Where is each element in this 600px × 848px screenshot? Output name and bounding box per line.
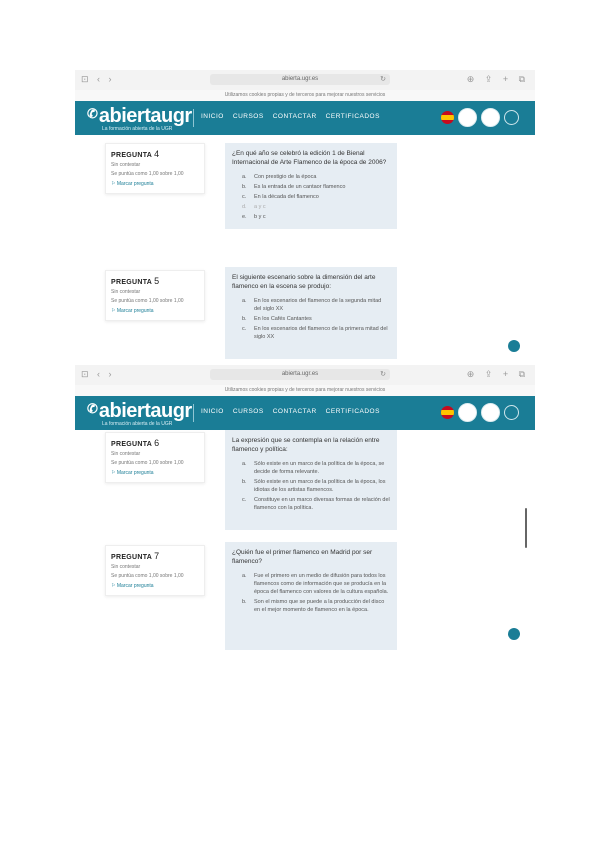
answer-options bbox=[232, 173, 390, 221]
question-points: Se puntúa como 1,00 sobre 1,00 bbox=[111, 171, 184, 177]
address-bar[interactable] bbox=[210, 369, 390, 380]
answer-option[interactable]: b. Es la entrada de un cantaor flamenco bbox=[242, 184, 346, 190]
screenshot-top bbox=[75, 70, 535, 360]
nav-item-inicio[interactable]: INICIO bbox=[201, 113, 224, 120]
nav-item-cursos[interactable]: CURSOS bbox=[232, 408, 264, 415]
header-actions bbox=[441, 108, 519, 127]
chat-fab-icon[interactable] bbox=[508, 628, 520, 640]
answer-option[interactable]: c. Constituye en un marco diversas formas de relación del flamenco con la política. bbox=[242, 497, 390, 511]
question-info-4 bbox=[105, 143, 205, 194]
nav-item-cursos[interactable]: CURSOS bbox=[232, 113, 264, 120]
logo-text: abiertaugr bbox=[98, 400, 192, 422]
question-points: Se puntúa como 1,00 sobre 1,00 bbox=[111, 573, 184, 579]
header-divider bbox=[193, 404, 194, 422]
flag-question-link[interactable]: ⚐ Marcar pregunta bbox=[111, 308, 154, 314]
site-header bbox=[75, 396, 535, 430]
logo-tagline: La formación abierta de la UGR bbox=[102, 126, 173, 132]
answer-options bbox=[232, 297, 390, 341]
question-body-6 bbox=[225, 430, 397, 530]
address-bar-url: abierta.ugr.es bbox=[281, 76, 319, 82]
question-status: Sin contestar bbox=[111, 162, 141, 168]
flag-question-link[interactable]: ⚐ Marcar pregunta bbox=[111, 181, 154, 187]
question-text: El siguiente escenario sobre la dimensión del arte flamenco en la escena se produjo: bbox=[232, 274, 376, 290]
nav-item-certificados[interactable]: CERTIFICADOS bbox=[325, 408, 380, 415]
question-status: Sin contestar bbox=[111, 451, 141, 457]
answer-option[interactable]: b. Sólo existe en un marco de la política de la época, los idiotas de los artistas flamencos. bbox=[242, 479, 386, 493]
browser-toolbar bbox=[75, 365, 535, 385]
cookie-notice: Utilizamos cookies propias y de terceros para mejorar nuestros servicios bbox=[75, 90, 535, 101]
reload-icon[interactable]: ↻ bbox=[380, 371, 386, 378]
question-label: PREGUNTA 6 bbox=[111, 438, 160, 448]
answer-option[interactable]: c. En los escenarios del flamenco de la primera mitad del siglo XX bbox=[242, 326, 388, 340]
browser-right-buttons[interactable]: ⊕ ⇪ + ⧉ bbox=[466, 74, 529, 84]
site-logo[interactable] bbox=[87, 105, 192, 132]
answer-option[interactable]: d. a y c bbox=[242, 204, 266, 210]
logo-tagline: La formación abierta de la UGR bbox=[102, 421, 173, 427]
address-bar[interactable] bbox=[210, 74, 390, 85]
question-points: Se puntúa como 1,00 sobre 1,00 bbox=[111, 460, 184, 466]
answer-option[interactable]: b. Son el mismo que se puede a la producción del disco en el mejor momento de flamenco en la época. bbox=[242, 599, 385, 613]
nav-item-certificados[interactable]: CERTIFICADOS bbox=[325, 113, 380, 120]
language-flag-icon[interactable] bbox=[441, 111, 454, 124]
question-text: La expresión que se contempla en la relación entre flamenco y política: bbox=[232, 437, 380, 453]
screenshot-bottom bbox=[75, 365, 535, 650]
nav-item-contactar[interactable]: CONTACTAR bbox=[272, 408, 317, 415]
main-nav bbox=[201, 408, 380, 415]
question-points: Se puntúa como 1,00 sobre 1,00 bbox=[111, 298, 184, 304]
answer-option[interactable]: a. En los escenarios del flamenco de la segunda mitad del siglo XX bbox=[242, 298, 382, 312]
question-label: PREGUNTA 4 bbox=[111, 149, 160, 159]
logo-text: abiertaugr bbox=[98, 105, 192, 127]
question-status: Sin contestar bbox=[111, 564, 141, 570]
settings-icon[interactable] bbox=[458, 403, 477, 422]
question-status: Sin contestar bbox=[111, 289, 141, 295]
scrollbar[interactable] bbox=[525, 508, 527, 548]
language-flag-icon[interactable] bbox=[441, 406, 454, 419]
answer-option[interactable]: e. b y c bbox=[242, 214, 266, 220]
avatar[interactable] bbox=[481, 108, 500, 127]
question-text: ¿Quién fue el primer flamenco en Madrid por ser flamenco? bbox=[232, 549, 373, 565]
question-body-4 bbox=[225, 143, 397, 229]
logo-mark-icon: ✆ bbox=[87, 106, 98, 121]
browser-toolbar bbox=[75, 70, 535, 90]
site-header bbox=[75, 101, 535, 135]
header-divider bbox=[193, 109, 194, 127]
question-body-5 bbox=[225, 267, 397, 359]
question-label: PREGUNTA 5 bbox=[111, 276, 160, 286]
header-actions bbox=[441, 403, 519, 422]
question-label: PREGUNTA 7 bbox=[111, 551, 160, 561]
question-body-7 bbox=[225, 542, 397, 650]
main-nav bbox=[201, 113, 380, 120]
answer-option[interactable]: a. Sólo existe en un marco de la política de la época, se decide de forma relevante. bbox=[242, 461, 385, 475]
answer-option[interactable]: b. En los Cafés Cantantes bbox=[242, 316, 312, 322]
answer-option[interactable]: a. Con prestigio de la época bbox=[242, 174, 317, 180]
flag-question-link[interactable]: ⚐ Marcar pregunta bbox=[111, 470, 154, 476]
address-bar-url: abierta.ugr.es bbox=[281, 371, 319, 377]
menu-icon[interactable] bbox=[504, 405, 519, 420]
question-text: ¿En qué año se celebró la edición 1 de Bienal Internacional de Arte Flamenco de la época de 2006? bbox=[232, 150, 387, 166]
logo-mark-icon: ✆ bbox=[87, 401, 98, 416]
browser-nav-buttons[interactable]: ⊡ ‹ › bbox=[81, 74, 115, 84]
answer-options bbox=[232, 460, 390, 512]
question-info-7 bbox=[105, 545, 205, 596]
answer-option[interactable]: a. Fue el primero en un medio de difusión para todos los flamencos como de información que se producía en la época del flamenco con valores de la cultura española. bbox=[242, 573, 389, 595]
menu-icon[interactable] bbox=[504, 110, 519, 125]
site-logo[interactable] bbox=[87, 400, 192, 427]
browser-right-buttons[interactable]: ⊕ ⇪ + ⧉ bbox=[466, 369, 529, 379]
question-info-6 bbox=[105, 432, 205, 483]
flag-question-link[interactable]: ⚐ Marcar pregunta bbox=[111, 583, 154, 589]
cookie-notice: Utilizamos cookies propias y de terceros para mejorar nuestros servicios bbox=[75, 385, 535, 396]
question-info-5 bbox=[105, 270, 205, 321]
reload-icon[interactable]: ↻ bbox=[380, 76, 386, 83]
avatar[interactable] bbox=[481, 403, 500, 422]
settings-icon[interactable] bbox=[458, 108, 477, 127]
browser-nav-buttons[interactable]: ⊡ ‹ › bbox=[81, 369, 115, 379]
answer-options bbox=[232, 572, 390, 614]
answer-option[interactable]: c. En la década del flamenco bbox=[242, 194, 319, 200]
chat-fab-icon[interactable] bbox=[508, 340, 520, 352]
nav-item-inicio[interactable]: INICIO bbox=[201, 408, 224, 415]
nav-item-contactar[interactable]: CONTACTAR bbox=[272, 113, 317, 120]
